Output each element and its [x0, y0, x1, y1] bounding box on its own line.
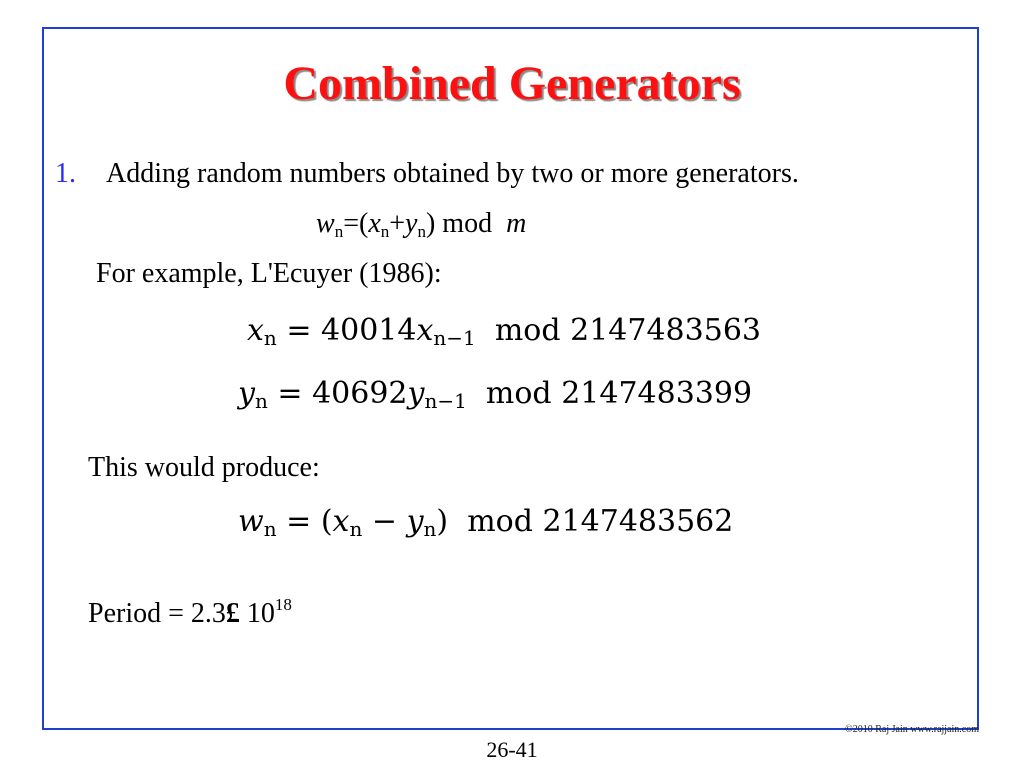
eq-w-x-sub: n	[349, 517, 363, 541]
eq-y-coef: 40692	[312, 376, 408, 411]
eq-x-equals: =	[286, 313, 312, 348]
list-number: 1.	[55, 158, 76, 189]
example-text: For example, L'Ecuyer (1986):	[96, 258, 442, 289]
period-base: 10	[239, 598, 275, 629]
eq-y-var-sub: n−1	[424, 389, 467, 413]
period-symbol: £	[225, 598, 240, 629]
eq-y-mod: mod	[485, 376, 552, 411]
eq-w-lhs: w	[238, 504, 264, 539]
eq-y-lhs: y	[238, 376, 255, 411]
eq-w-open-paren: (	[320, 504, 333, 539]
eq-w-modulus: 2147483562	[542, 504, 734, 539]
eq-w-x: x	[332, 504, 350, 539]
list-item-1-text: Adding random numbers obtained by two or more generators.	[106, 158, 799, 189]
eq-w-equals: =	[286, 504, 312, 539]
formula-x-var: x	[368, 208, 381, 239]
period-exponent: 18	[274, 595, 292, 614]
eq-x-modulus: 2147483563	[570, 313, 761, 348]
eq-x-lhs-sub: n	[263, 326, 277, 350]
list-item-1	[55, 158, 76, 190]
eq-y-modulus: 2147483399	[561, 376, 753, 411]
formula-w-mod-m	[316, 208, 526, 240]
eq-w-minus: −	[371, 504, 398, 539]
formula-close-mod: ) mod	[425, 208, 493, 239]
eq-w-lhs-sub: n	[263, 517, 277, 541]
copyright-notice: ©2010 Raj Jain www.rajjain.com	[845, 724, 979, 735]
equation-x	[247, 313, 761, 348]
eq-w-mod: mod	[467, 504, 533, 539]
eq-x-var-sub: n−1	[433, 326, 476, 350]
eq-w-y-sub: n	[423, 517, 437, 541]
formula-eq-open: =(	[343, 208, 369, 239]
formula-plus: +	[389, 208, 406, 239]
formula-m-var: m	[506, 208, 527, 239]
equation-y	[238, 376, 752, 411]
eq-w-y: y	[406, 504, 424, 539]
period-label: Period = 2.3	[88, 598, 226, 629]
equation-w	[238, 504, 733, 539]
slide-title: Combined Generators	[283, 57, 741, 110]
eq-x-var: x	[416, 313, 434, 348]
eq-y-lhs-sub: n	[254, 389, 268, 413]
formula-y-sub: n	[417, 222, 426, 241]
eq-y-var: y	[407, 376, 425, 411]
period-line	[88, 595, 292, 630]
eq-y-equals: =	[277, 376, 303, 411]
eq-x-lhs: x	[247, 313, 264, 348]
formula-y-var: y	[405, 208, 418, 239]
formula-w-sub: n	[334, 222, 344, 241]
formula-x-sub: n	[380, 222, 390, 241]
formula-w-var: w	[316, 208, 335, 239]
eq-x-mod: mod	[494, 313, 561, 348]
eq-x-coef: 40014	[321, 313, 417, 348]
eq-w-close-paren: )	[436, 504, 449, 539]
produce-text: This would produce:	[88, 452, 320, 483]
page-number: 26-41	[486, 737, 538, 762]
